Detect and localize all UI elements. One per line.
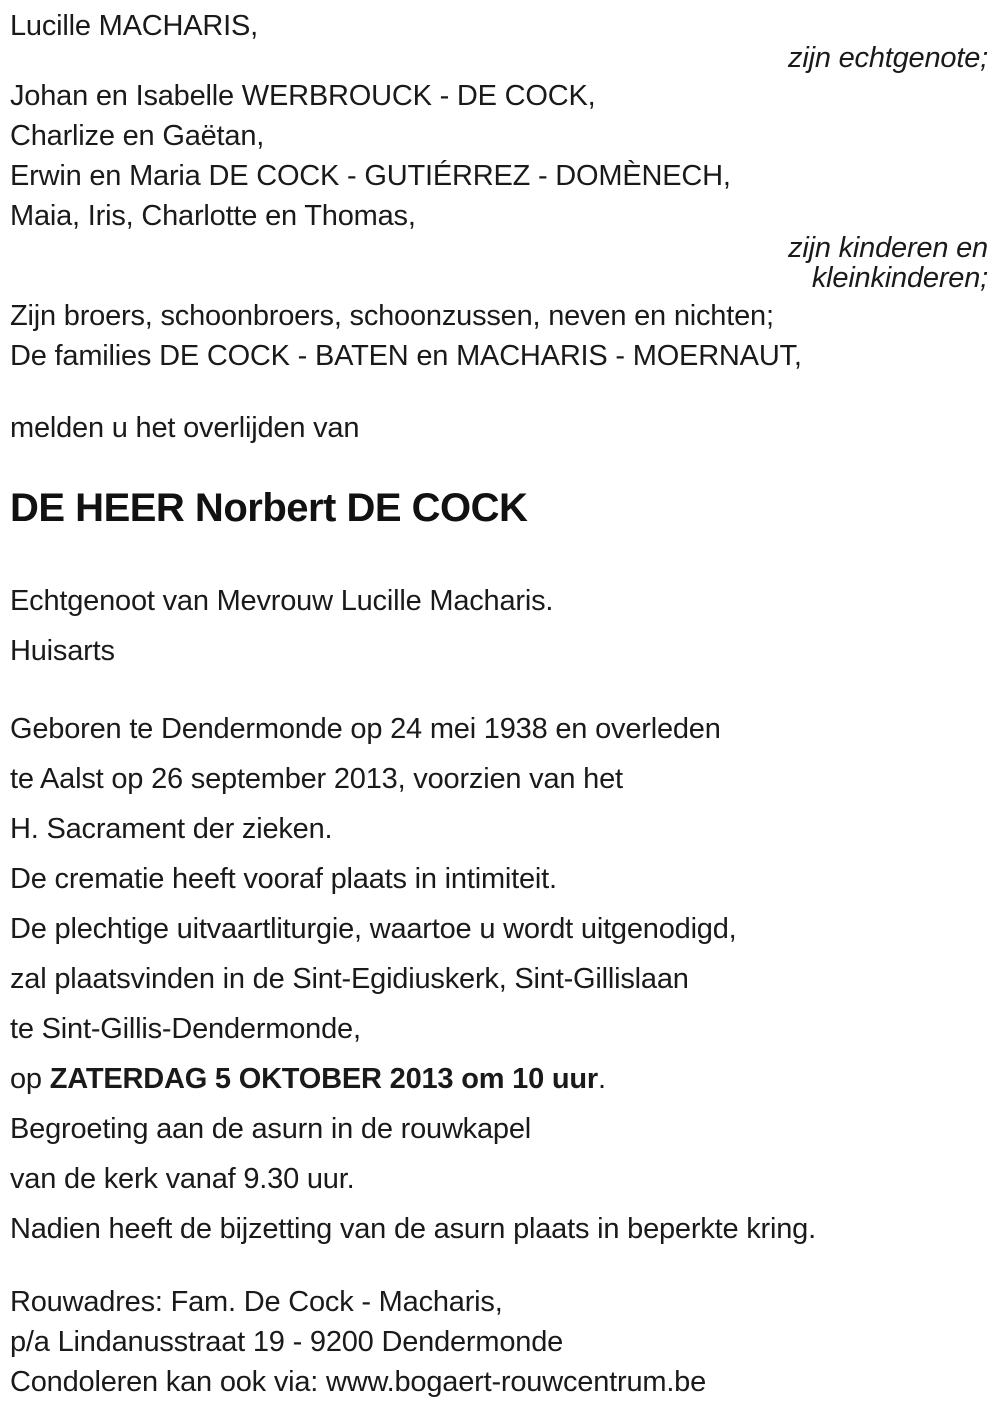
identity-section bbox=[10, 576, 988, 676]
detail-line: Begroeting aan de asurn in de rouwkapel bbox=[10, 1113, 532, 1145]
relation-label: kleinkinderen; bbox=[811, 262, 988, 294]
deceased-name-heading: DE HEER Norbert DE COCK bbox=[10, 486, 528, 530]
ceremony-date-text: . bbox=[598, 1063, 606, 1095]
detail-line: te Sint-Gillis-Dendermonde, bbox=[10, 1013, 361, 1045]
detail-line bbox=[10, 1054, 988, 1104]
detail-line: Geboren te Dendermonde op 24 mei 1938 en overleden bbox=[10, 713, 721, 745]
detail-line: Nadien heeft de bijzetting van de asurn plaats in beperkte kring. bbox=[10, 1213, 816, 1245]
detail-line: zal plaatsvinden in de Sint-Egidiuskerk, Sint-Gillislaan bbox=[10, 963, 689, 995]
deceased-section bbox=[10, 484, 988, 532]
contact-line: p/a Lindanusstraat 19 - 9200 Dendermonde bbox=[10, 1326, 564, 1358]
identity-line: Echtgenoot van Mevrouw Lucille Macharis. bbox=[10, 585, 554, 617]
detail-line: te Aalst op 26 september 2013, voorzien van het bbox=[10, 763, 623, 795]
contact-section bbox=[10, 1282, 988, 1402]
relative-line: Johan en Isabelle WERBROUCK - DE COCK, bbox=[10, 80, 596, 112]
detail-line: van de kerk vanaf 9.30 uur. bbox=[10, 1163, 355, 1195]
ceremony-date-text: op bbox=[10, 1063, 50, 1095]
relatives-section bbox=[10, 6, 988, 376]
relative-line: Zijn broers, schoonbroers, schoonzussen, neven en nichten; bbox=[10, 300, 774, 332]
identity-line: Huisarts bbox=[10, 635, 115, 667]
detail-line: De plechtige uitvaartliturgie, waartoe u wordt uitgenodigd, bbox=[10, 913, 737, 945]
contact-line: Rouwadres: Fam. De Cock - Macharis, bbox=[10, 1286, 503, 1318]
relative-line: Erwin en Maria DE COCK - GUTIÉRREZ - DOMÈNECH, bbox=[10, 160, 731, 192]
ceremony-date-emphasis: ZATERDAG 5 OKTOBER 2013 om 10 uur bbox=[49, 1063, 598, 1095]
announcement-section bbox=[10, 408, 988, 448]
relation-label: zijn kinderen en bbox=[788, 232, 988, 264]
relative-line: Maia, Iris, Charlotte en Thomas, bbox=[10, 200, 416, 232]
contact-line: Condoleren kan ook via: www.bogaert-rouwcentrum.be bbox=[10, 1366, 707, 1398]
relative-line: De families DE COCK - BATEN en MACHARIS - MOERNAUT, bbox=[10, 340, 802, 372]
relation-label: zijn echtgenote; bbox=[788, 42, 988, 74]
relative-line: Charlize en Gaëtan, bbox=[10, 120, 265, 152]
relative-line: Lucille MACHARIS, bbox=[10, 10, 258, 42]
detail-line: De crematie heeft vooraf plaats in intimiteit. bbox=[10, 863, 557, 895]
details-section bbox=[10, 704, 988, 1254]
announcement-line: melden u het overlijden van bbox=[10, 412, 360, 444]
detail-line: H. Sacrament der zieken. bbox=[10, 813, 333, 845]
